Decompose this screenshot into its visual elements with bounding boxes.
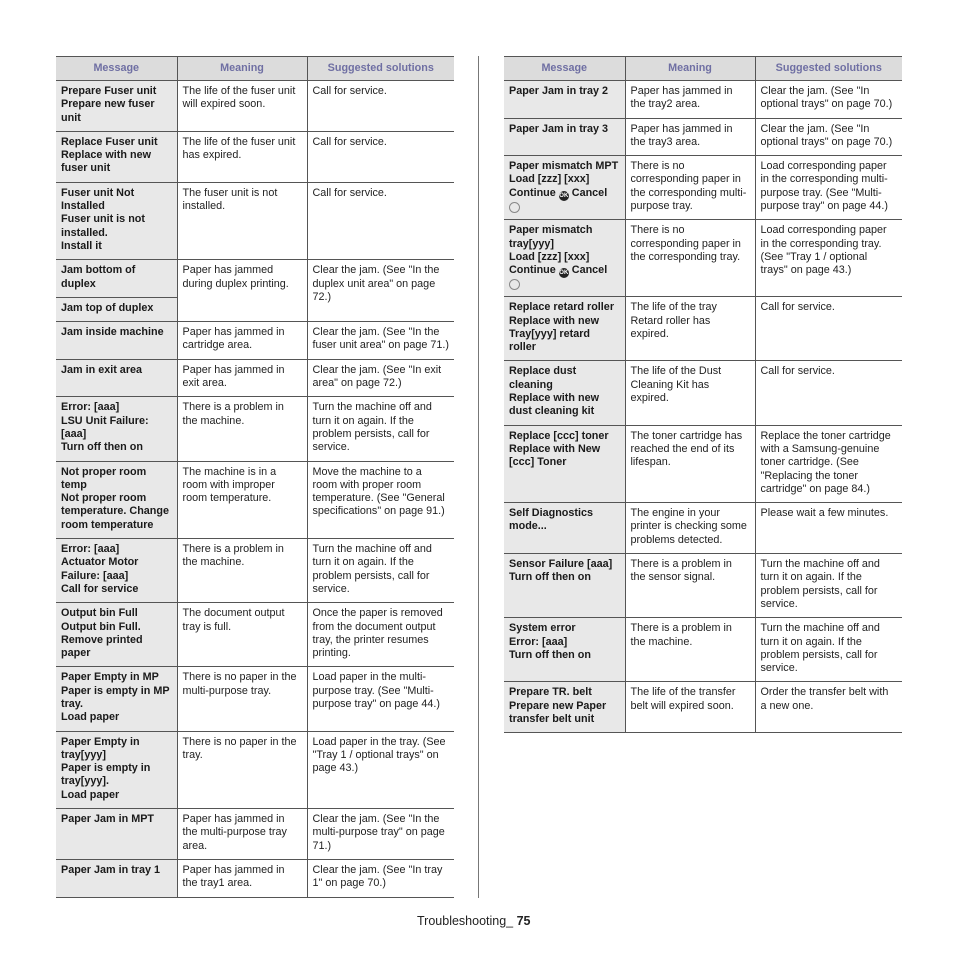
table-row xyxy=(504,554,902,618)
header-solutions: Suggested solutions xyxy=(755,57,902,81)
message-cell xyxy=(504,554,625,618)
table-row xyxy=(56,859,454,897)
cancel-label: Cancel xyxy=(571,186,608,199)
message-line: Load [zzz] [xxx] xyxy=(509,250,590,263)
table-row xyxy=(504,118,902,156)
message-cell xyxy=(56,322,177,360)
message-cell xyxy=(56,731,177,808)
message-line: Error: [aaa] xyxy=(61,401,120,414)
meaning-cell: Paper has jammed during duplex printing. xyxy=(177,260,307,322)
message-line: Load [zzz] [xxx] xyxy=(509,173,590,186)
table-row xyxy=(56,182,454,259)
meaning-cell: There is a problem in the sensor signal. xyxy=(625,554,755,618)
solution-cell: Load corresponding paper in the corresponding tray. (See "Tray 1 / optional trays" on page 43.) xyxy=(755,220,902,297)
message-cell xyxy=(56,461,177,538)
table-row xyxy=(56,322,454,360)
message-cell xyxy=(56,260,177,298)
message-line: Paper Jam in tray 2 xyxy=(509,85,609,97)
message-line: Output bin Full xyxy=(61,607,138,620)
table-row xyxy=(56,81,454,132)
message-line: Sensor Failure [aaa] xyxy=(509,558,613,571)
solution-cell: Move the machine to a room with proper room temperature. (See "General specifications" on page 91.) xyxy=(307,461,454,538)
table-row xyxy=(504,361,902,425)
message-line: Paper mismatch MPT xyxy=(509,160,619,173)
meaning-cell: The life of the fuser unit has expired. xyxy=(177,131,307,182)
message-cell xyxy=(56,182,177,259)
solution-cell: Clear the jam. (See "In the fuser unit area" on page 71.) xyxy=(307,322,454,360)
message-cell xyxy=(504,81,625,119)
table-row xyxy=(504,425,902,502)
table-row xyxy=(56,809,454,860)
table-row xyxy=(56,539,454,603)
message-cell xyxy=(56,131,177,182)
solution-cell: Call for service. xyxy=(307,131,454,182)
table-row xyxy=(504,297,902,361)
table-row xyxy=(504,618,902,682)
message-line: Paper is empty in MP tray. xyxy=(61,684,170,710)
cancel-button-icon xyxy=(509,202,520,213)
meaning-cell: The fuser unit is not installed. xyxy=(177,182,307,259)
table-row xyxy=(56,461,454,538)
meaning-cell: The toner cartridge has reached the end of its lifespan. xyxy=(625,425,755,502)
meaning-cell: The engine in your printer is checking some problems detected. xyxy=(625,503,755,554)
message-line: Actuator Motor Failure: [aaa] xyxy=(61,556,139,582)
message-line: Replace retard roller xyxy=(509,301,615,314)
solution-cell: Call for service. xyxy=(307,182,454,259)
page-number: 75 xyxy=(516,914,531,928)
message-cell xyxy=(56,359,177,397)
table-row xyxy=(504,682,902,733)
solution-cell: Load paper in the tray. (See "Tray 1 / optional trays" on page 43.) xyxy=(307,731,454,808)
solution-cell: Call for service. xyxy=(307,81,454,132)
header-meaning: Meaning xyxy=(177,57,307,81)
message-cell xyxy=(56,539,177,603)
solution-cell: Order the transfer belt with a new one. xyxy=(755,682,902,733)
message-line: Replace with new Tray[yyy] retard roller xyxy=(509,314,599,354)
table-row xyxy=(56,667,454,731)
solution-cell: Clear the jam. (See "In the multi-purpose tray" on page 71.) xyxy=(307,809,454,860)
meaning-cell: Paper has jammed in the tray2 area. xyxy=(625,81,755,119)
table-row xyxy=(56,260,454,298)
header-meaning: Meaning xyxy=(625,57,755,81)
message-cell xyxy=(56,809,177,860)
message-line: Turn off then on xyxy=(509,648,591,661)
meaning-cell: There is a problem in the machine. xyxy=(625,618,755,682)
table-row xyxy=(504,81,902,119)
message-line: System error xyxy=(509,622,576,635)
message-line: Self Diagnostics mode... xyxy=(509,507,593,533)
page-footer xyxy=(417,914,531,928)
column-divider xyxy=(478,56,479,898)
solution-cell: Please wait a few minutes. xyxy=(755,503,902,554)
continue-label: Continue xyxy=(509,264,556,277)
header-message: Message xyxy=(504,57,625,81)
right-message-table xyxy=(504,56,902,733)
continue-cancel-line xyxy=(509,264,620,278)
message-cell xyxy=(504,618,625,682)
message-cell xyxy=(504,118,625,156)
meaning-cell: There is no corresponding paper in the corresponding multi-purpose tray. xyxy=(625,156,755,220)
message-line: Paper Jam in MPT xyxy=(61,813,155,826)
left-message-table xyxy=(56,56,454,898)
message-line: Paper Jam in tray 1 xyxy=(61,863,161,876)
ok-button-icon: OK xyxy=(559,270,569,277)
solution-cell: Load paper in the multi-purpose tray. (See "Multi-purpose tray" on page 44.) xyxy=(307,667,454,731)
message-line: Paper Empty in tray[yyy] xyxy=(61,735,140,761)
message-cell xyxy=(504,361,625,425)
solution-cell: Clear the jam. (See "In exit area" on page 72.) xyxy=(307,359,454,397)
meaning-cell: The document output tray is full. xyxy=(177,603,307,667)
message-line: Call for service xyxy=(61,582,139,595)
message-line: Replace with New [ccc] Toner xyxy=(509,442,601,469)
message-line: Error: [aaa] xyxy=(509,635,568,648)
message-line: Not proper room temperature. Change room temperature xyxy=(61,492,169,531)
table-row xyxy=(504,503,902,554)
message-line: Jam bottom of duplex xyxy=(61,264,136,290)
meaning-cell: There is no corresponding paper in the corresponding tray. xyxy=(625,220,755,297)
table-header-row xyxy=(56,57,454,81)
message-line: Output bin Full. Remove printed paper xyxy=(61,620,143,660)
message-line: Turn off then on xyxy=(61,441,143,454)
cancel-button-icon xyxy=(509,279,520,290)
message-line: Jam top of duplex xyxy=(61,301,154,314)
message-line: Jam inside machine xyxy=(61,326,164,339)
message-line: LSU Unit Failure: [aaa] xyxy=(61,414,149,440)
solution-cell: Replace the toner cartridge with a Samsung-genuine toner cartridge. (See "Replacing the toner cartridge" on page 84.) xyxy=(755,425,902,502)
message-line: Replace with new dust cleaning kit xyxy=(509,392,599,418)
message-cell xyxy=(504,503,625,554)
message-line: Load paper xyxy=(61,711,120,724)
solution-cell: Turn the machine off and turn it on again. If the problem persists, call for service. xyxy=(307,397,454,461)
message-line: Replace dust cleaning xyxy=(509,365,577,391)
table-header-row xyxy=(504,57,902,81)
ok-button-icon: OK xyxy=(559,192,569,199)
solution-cell: Clear the jam. (See "In tray 1" on page 70.) xyxy=(307,859,454,897)
cancel-label: Cancel xyxy=(571,264,608,277)
solution-cell: Turn the machine off and turn it on again. If the problem persists, call for service. xyxy=(755,554,902,618)
message-cell xyxy=(56,667,177,731)
message-line: Replace [ccc] toner xyxy=(509,429,609,442)
header-message: Message xyxy=(56,57,177,81)
message-line: Load paper xyxy=(61,788,120,801)
solution-cell: Clear the jam. (See "In optional trays" on page 70.) xyxy=(755,118,902,156)
message-line: Replace with new fuser unit xyxy=(61,149,151,175)
message-cell xyxy=(504,425,625,502)
message-cell xyxy=(56,297,177,321)
solution-cell: Turn the machine off and turn it on again. If the problem persists, call for service. xyxy=(755,618,902,682)
meaning-cell: There is no paper in the tray. xyxy=(177,731,307,808)
message-line: Install it xyxy=(61,239,102,252)
message-cell xyxy=(504,220,625,297)
solution-cell: Call for service. xyxy=(755,361,902,425)
continue-label: Continue xyxy=(509,186,556,199)
message-cell xyxy=(56,859,177,897)
table-row xyxy=(56,731,454,808)
message-line: Fuser unit is not installed. xyxy=(61,213,145,239)
message-line: Not proper room temp xyxy=(61,465,147,491)
message-line: Paper Empty in MP xyxy=(61,671,159,684)
message-line: Paper mismatch tray[yyy] xyxy=(509,224,593,250)
message-cell xyxy=(504,156,625,220)
table-row xyxy=(504,156,902,220)
meaning-cell: The machine is in a room with improper room temperature. xyxy=(177,461,307,538)
solution-cell: Load corresponding paper in the corresponding multi-purpose tray. (See "Multi-purpose tray" on page 44.) xyxy=(755,156,902,220)
message-line: Prepare new Paper transfer belt unit xyxy=(509,699,607,725)
header-solutions: Suggested solutions xyxy=(307,57,454,81)
meaning-cell: The life of the fuser unit will expired soon. xyxy=(177,81,307,132)
message-line: Turn off then on xyxy=(509,571,591,584)
message-line: Jam in exit area xyxy=(61,363,143,376)
message-cell xyxy=(56,603,177,667)
meaning-cell: There is a problem in the machine. xyxy=(177,539,307,603)
solution-cell: Once the paper is removed from the document output tray, the printer resumes printing. xyxy=(307,603,454,667)
meaning-cell: The life of the tray Retard roller has expired. xyxy=(625,297,755,361)
continue-cancel-line xyxy=(509,187,620,201)
solution-cell: Turn the machine off and turn it on again. If the problem persists, call for service. xyxy=(307,539,454,603)
message-cell xyxy=(56,81,177,132)
message-line: Prepare TR. belt xyxy=(509,686,592,699)
solution-cell: Call for service. xyxy=(755,297,902,361)
solution-cell: Clear the jam. (See "In the duplex unit area" on page 72.) xyxy=(307,260,454,322)
meaning-cell: The life of the transfer belt will expired soon. xyxy=(625,682,755,733)
meaning-cell: Paper has jammed in exit area. xyxy=(177,359,307,397)
meaning-cell: There is no paper in the multi-purpose tray. xyxy=(177,667,307,731)
solution-cell: Clear the jam. (See "In optional trays" on page 70.) xyxy=(755,81,902,119)
table-row xyxy=(504,220,902,297)
meaning-cell: Paper has jammed in the tray3 area. xyxy=(625,118,755,156)
message-line: Fuser unit Not Installed xyxy=(61,186,135,213)
message-line: Replace Fuser unit xyxy=(61,135,158,148)
meaning-cell: There is a problem in the machine. xyxy=(177,397,307,461)
table-row xyxy=(56,359,454,397)
message-line: Paper Jam in tray 3 xyxy=(509,122,609,135)
message-cell xyxy=(504,682,625,733)
message-line: Prepare Fuser unit xyxy=(61,85,157,97)
message-line: Paper is empty in tray[yyy]. xyxy=(61,762,151,788)
message-line: Error: [aaa] xyxy=(61,543,120,556)
message-cell xyxy=(504,297,625,361)
message-cell xyxy=(56,397,177,461)
meaning-cell: The life of the Dust Cleaning Kit has expired. xyxy=(625,361,755,425)
table-row xyxy=(56,131,454,182)
meaning-cell: Paper has jammed in cartridge area. xyxy=(177,322,307,360)
meaning-cell: Paper has jammed in the tray1 area. xyxy=(177,859,307,897)
meaning-cell: Paper has jammed in the multi-purpose tray area. xyxy=(177,809,307,860)
table-row xyxy=(56,397,454,461)
footer-section: Troubleshooting_ xyxy=(417,914,517,928)
message-line: Prepare new fuser unit xyxy=(61,98,155,124)
table-row xyxy=(56,603,454,667)
